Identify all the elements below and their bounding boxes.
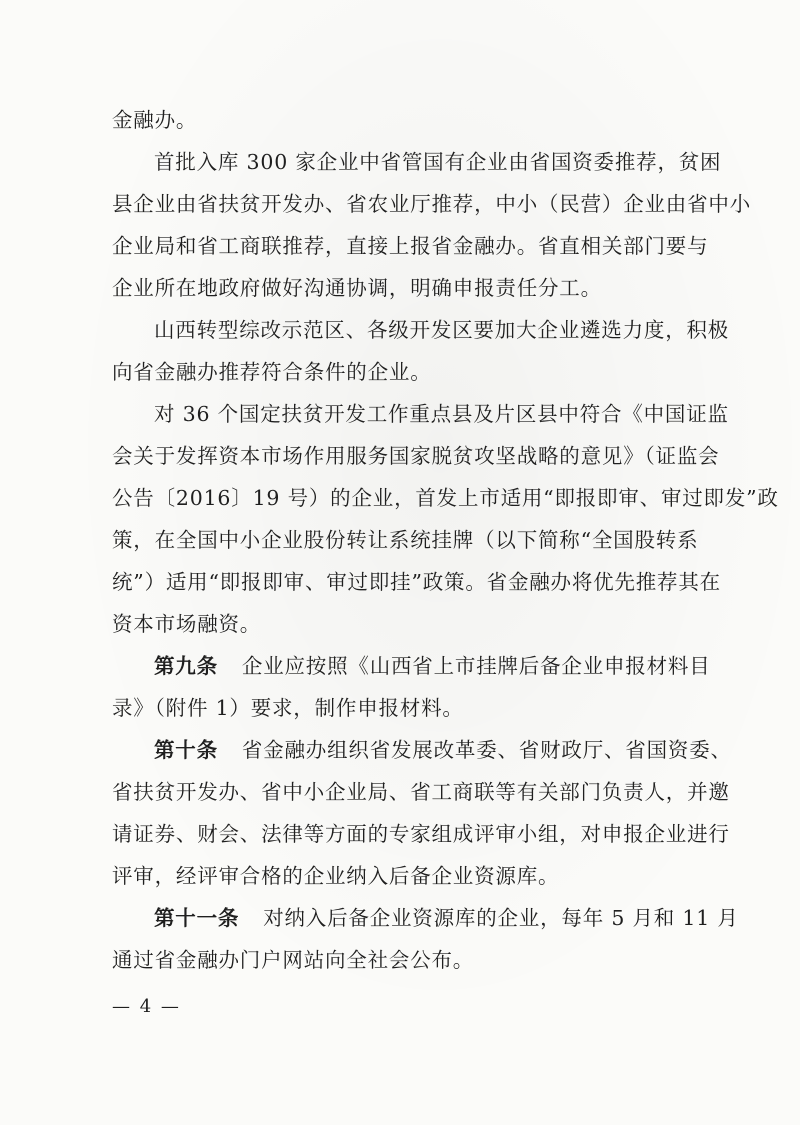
- text-line: 策，在全国中小企业股份转让系统挂牌（以下简称“全国股转系: [112, 528, 699, 552]
- text-line: 省扶贫开发办、省中小企业局、省工商联等有关部门负责人，并邀: [112, 780, 730, 804]
- article-nine: [154, 652, 711, 680]
- text-line: 评审，经评审合格的企业纳入后备企业资源库。: [112, 864, 560, 888]
- article-heading: 第十条: [154, 738, 218, 762]
- article-heading: 第九条: [154, 654, 218, 678]
- article-eleven: [154, 904, 739, 932]
- article-text: 对纳入后备企业资源库的企业，每年 5 月和 11 月: [263, 906, 739, 930]
- page-number: — 4 —: [112, 996, 181, 1017]
- article-text: 省金融办组织省发展改革委、省财政厅、省国资委、: [241, 738, 732, 762]
- text-line: 金融办。: [112, 108, 198, 132]
- text-line: 请证券、财会、法律等方面的专家组成评审小组，对申报企业进行: [112, 822, 730, 846]
- text-line: 企业局和省工商联推荐，直接上报省金融办。省直相关部门要与: [112, 234, 709, 258]
- text-line: 向省金融办推荐符合条件的企业。: [112, 360, 432, 384]
- text-line: 山西转型综改示范区、各级开发区要加大企业遴选力度，积极: [154, 318, 730, 342]
- text-line: 统”）适用“即报即审、审过即挂”政策。省金融办将优先推荐其在: [112, 570, 721, 594]
- text-line: 会关于发挥资本市场作用服务国家脱贫攻坚战略的意见》（证监会: [112, 444, 720, 468]
- text-line: 县企业由省扶贫开发办、省农业厅推荐，中小（民营）企业由省中小: [112, 192, 751, 216]
- text-line: 首批入库 300 家企业中省管国有企业由省国资委推荐，贫困: [154, 150, 722, 174]
- text-line: 对 36 个国定扶贫开发工作重点县及片区县中符合《中国证监: [154, 402, 729, 426]
- text-line: 资本市场融资。: [112, 612, 262, 636]
- article-text: 企业应按照《山西省上市挂牌后备企业申报材料目: [241, 654, 711, 678]
- text-line: 录》（附件 1）要求，制作申报材料。: [112, 696, 464, 720]
- text-line: 公告〔2016〕19 号）的企业，首发上市适用“即报即审、审过即发”政: [112, 486, 779, 510]
- article-heading: 第十一条: [154, 906, 240, 930]
- text-line: 通过省金融办门户网站向全社会公布。: [112, 948, 475, 972]
- article-ten: [154, 736, 732, 764]
- text-line: 企业所在地政府做好沟通协调，明确申报责任分工。: [112, 276, 602, 300]
